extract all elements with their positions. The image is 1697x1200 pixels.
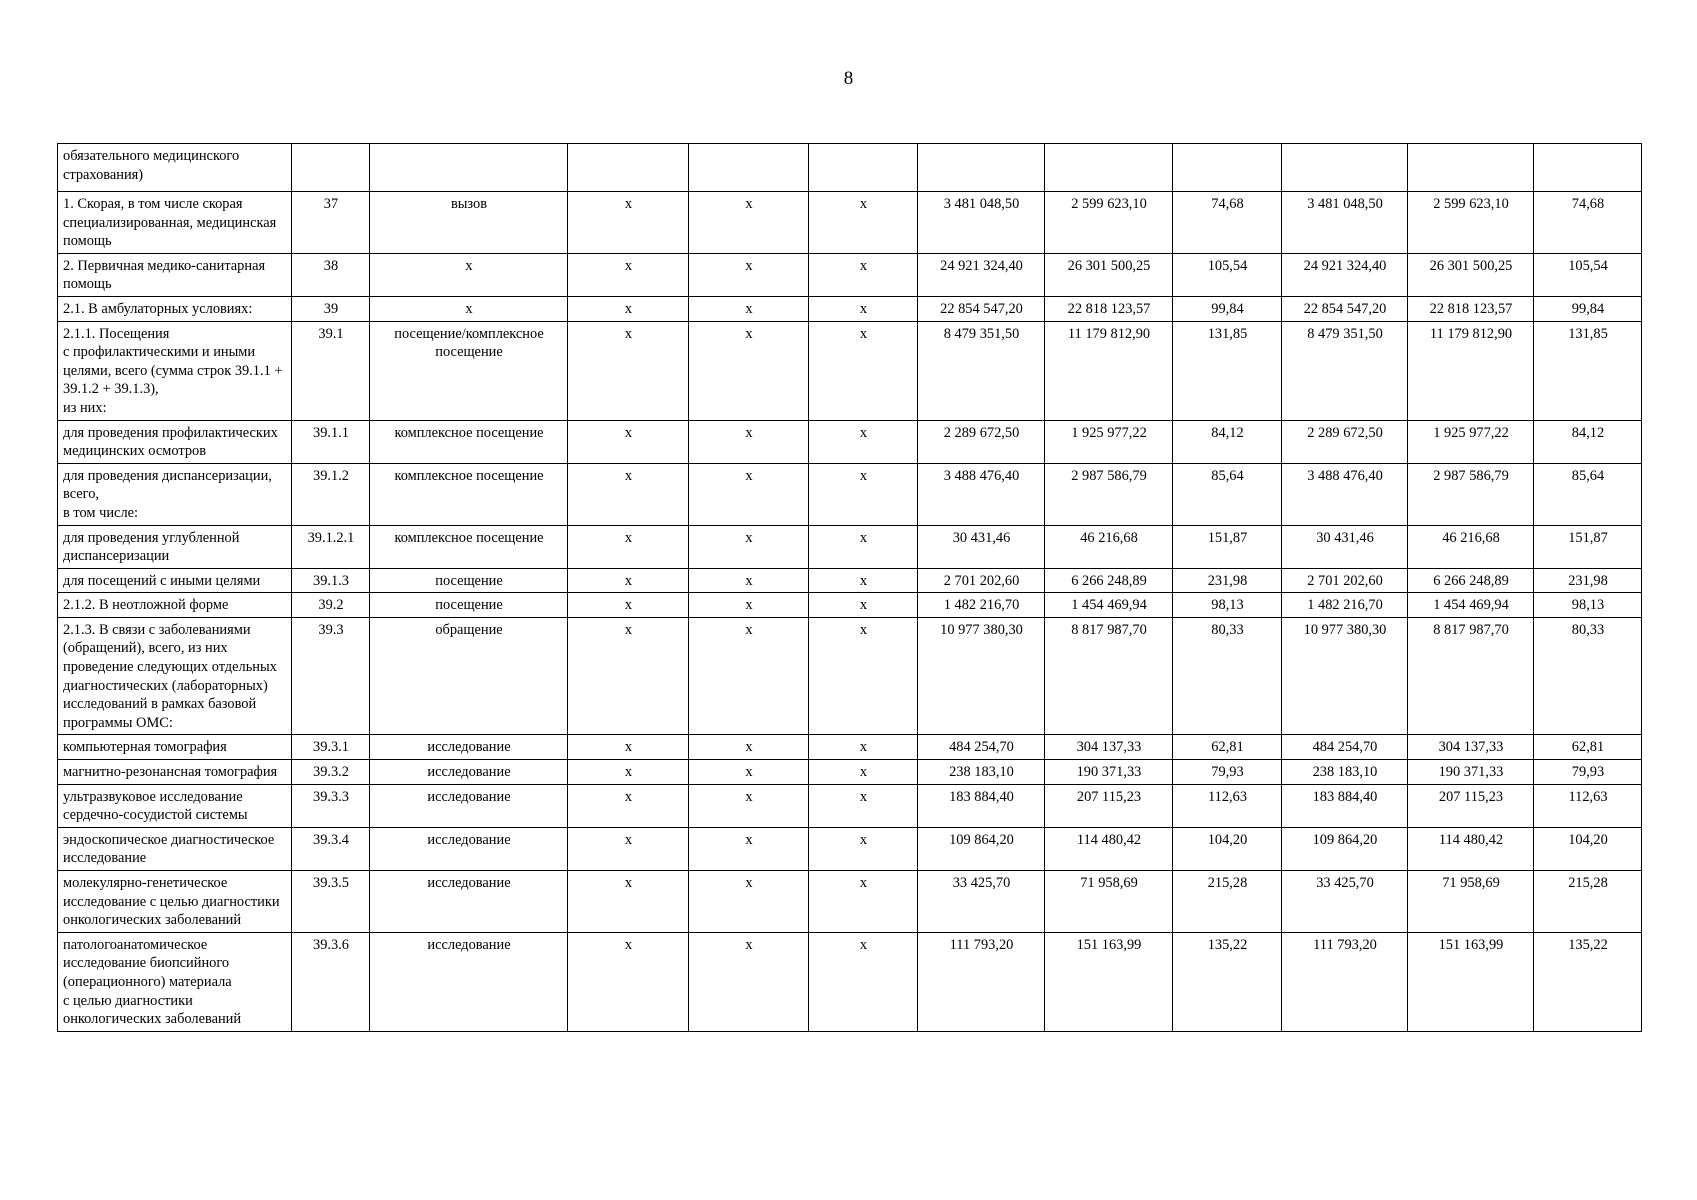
- cell-col-4: х: [568, 735, 689, 760]
- cell-col-12: 98,13: [1534, 593, 1642, 618]
- cell-col-5: х: [689, 871, 809, 933]
- cell-col-8: 22 818 123,57: [1045, 296, 1173, 321]
- cell-col-12: 84,12: [1534, 420, 1642, 463]
- table-row: [58, 871, 1642, 933]
- cell-col-4: х: [568, 932, 689, 1031]
- cell-col-9: 215,28: [1173, 871, 1282, 933]
- cell-col-6: х: [809, 871, 918, 933]
- cell-col-10: [1282, 144, 1408, 192]
- cell-col-5: х: [689, 760, 809, 785]
- cell-unit: комплексное посещение: [370, 463, 568, 525]
- cell-col-10: 3 481 048,50: [1282, 192, 1408, 254]
- cell-col-8: 1 925 977,22: [1045, 420, 1173, 463]
- cell-col-11: 26 301 500,25: [1408, 253, 1534, 296]
- cell-row-name: для проведения диспансеризации, всего, в том числе:: [58, 463, 292, 525]
- cell-row-code: 39.3.5: [292, 871, 370, 933]
- cell-col-11: 1 454 469,94: [1408, 593, 1534, 618]
- cell-row-name: 1. Скорая, в том числе скорая специализированная, медицинская помощь: [58, 192, 292, 254]
- cell-col-4: х: [568, 617, 689, 735]
- cell-col-9: 80,33: [1173, 617, 1282, 735]
- cell-col-11: 1 925 977,22: [1408, 420, 1534, 463]
- cell-unit: посещение/комплексное посещение: [370, 321, 568, 420]
- cell-col-12: 99,84: [1534, 296, 1642, 321]
- cell-col-11: 8 817 987,70: [1408, 617, 1534, 735]
- cell-col-7: 183 884,40: [918, 784, 1045, 827]
- cell-col-8: 6 266 248,89: [1045, 568, 1173, 593]
- cell-col-9: 79,93: [1173, 760, 1282, 785]
- cell-col-4: х: [568, 253, 689, 296]
- cell-col-11: [1408, 144, 1534, 192]
- cell-row-code: 39.3.1: [292, 735, 370, 760]
- cell-row-code: 37: [292, 192, 370, 254]
- cell-row-name: 2.1. В амбулаторных условиях:: [58, 296, 292, 321]
- cell-col-11: 46 216,68: [1408, 525, 1534, 568]
- cell-col-5: х: [689, 735, 809, 760]
- cell-col-6: х: [809, 784, 918, 827]
- cell-row-code: 39.2: [292, 593, 370, 618]
- cell-col-7: 33 425,70: [918, 871, 1045, 933]
- cell-col-5: х: [689, 525, 809, 568]
- cell-col-6: х: [809, 525, 918, 568]
- cell-col-4: х: [568, 525, 689, 568]
- cell-col-10: 109 864,20: [1282, 827, 1408, 870]
- cell-col-5: [689, 144, 809, 192]
- cell-col-10: 10 977 380,30: [1282, 617, 1408, 735]
- cell-col-10: 111 793,20: [1282, 932, 1408, 1031]
- cell-col-6: х: [809, 568, 918, 593]
- cell-col-12: 105,54: [1534, 253, 1642, 296]
- cell-col-7: 2 701 202,60: [918, 568, 1045, 593]
- cell-col-9: 151,87: [1173, 525, 1282, 568]
- cell-col-5: х: [689, 253, 809, 296]
- cell-col-7: [918, 144, 1045, 192]
- cell-row-name: 2.1.3. В связи с заболеваниями (обращений), всего, из них проведение следующих отдельных диагностических (лабораторных) исследований в рамках базовой программы ОМС:: [58, 617, 292, 735]
- cell-col-7: 111 793,20: [918, 932, 1045, 1031]
- page-number: 8: [843, 68, 854, 89]
- table-row: [58, 296, 1642, 321]
- table-row: [58, 253, 1642, 296]
- cell-col-8: 1 454 469,94: [1045, 593, 1173, 618]
- cell-col-9: 131,85: [1173, 321, 1282, 420]
- cell-col-12: 112,63: [1534, 784, 1642, 827]
- cell-col-9: 135,22: [1173, 932, 1282, 1031]
- cell-col-5: х: [689, 463, 809, 525]
- cell-col-10: 30 431,46: [1282, 525, 1408, 568]
- cell-col-8: 151 163,99: [1045, 932, 1173, 1031]
- cell-col-6: х: [809, 593, 918, 618]
- cell-col-12: 85,64: [1534, 463, 1642, 525]
- report-table: [57, 143, 1642, 1032]
- cell-col-6: х: [809, 253, 918, 296]
- cell-col-7: 3 488 476,40: [918, 463, 1045, 525]
- cell-col-9: 99,84: [1173, 296, 1282, 321]
- cell-row-code: 39.1.1: [292, 420, 370, 463]
- cell-unit: х: [370, 296, 568, 321]
- cell-col-10: 3 488 476,40: [1282, 463, 1408, 525]
- cell-row-name: 2.1.2. В неотложной форме: [58, 593, 292, 618]
- cell-col-8: [1045, 144, 1173, 192]
- cell-col-12: 62,81: [1534, 735, 1642, 760]
- table-body: [58, 144, 1642, 1032]
- cell-col-12: 79,93: [1534, 760, 1642, 785]
- cell-col-8: 2 599 623,10: [1045, 192, 1173, 254]
- cell-col-12: 131,85: [1534, 321, 1642, 420]
- cell-row-name: 2.1.1. Посещения с профилактическими и иными целями, всего (сумма строк 39.1.1 + 39.1.2 + 39.1.3), из них:: [58, 321, 292, 420]
- cell-col-9: 112,63: [1173, 784, 1282, 827]
- cell-col-8: 190 371,33: [1045, 760, 1173, 785]
- cell-col-6: х: [809, 463, 918, 525]
- cell-row-name: обязательного медицинского страхования): [58, 144, 292, 192]
- cell-col-12: 231,98: [1534, 568, 1642, 593]
- table-row: [58, 617, 1642, 735]
- cell-col-8: 207 115,23: [1045, 784, 1173, 827]
- cell-row-code: 39.1.3: [292, 568, 370, 593]
- cell-col-6: х: [809, 827, 918, 870]
- cell-col-7: 10 977 380,30: [918, 617, 1045, 735]
- cell-col-12: 151,87: [1534, 525, 1642, 568]
- cell-col-5: х: [689, 593, 809, 618]
- cell-col-4: х: [568, 593, 689, 618]
- cell-unit: комплексное посещение: [370, 525, 568, 568]
- cell-col-5: х: [689, 784, 809, 827]
- cell-col-11: 2 987 586,79: [1408, 463, 1534, 525]
- cell-col-4: х: [568, 568, 689, 593]
- cell-col-11: 190 371,33: [1408, 760, 1534, 785]
- cell-col-7: 484 254,70: [918, 735, 1045, 760]
- cell-col-10: 8 479 351,50: [1282, 321, 1408, 420]
- cell-unit: исследование: [370, 784, 568, 827]
- cell-row-name: молекулярно-генетическое исследование с целью диагностики онкологических заболеваний: [58, 871, 292, 933]
- cell-col-4: х: [568, 827, 689, 870]
- table-row: [58, 784, 1642, 827]
- cell-col-7: 3 481 048,50: [918, 192, 1045, 254]
- cell-col-9: 84,12: [1173, 420, 1282, 463]
- cell-col-7: 8 479 351,50: [918, 321, 1045, 420]
- cell-unit: исследование: [370, 932, 568, 1031]
- cell-row-name: для посещений с иными целями: [58, 568, 292, 593]
- cell-col-4: х: [568, 192, 689, 254]
- table-row: [58, 593, 1642, 618]
- cell-col-11: 151 163,99: [1408, 932, 1534, 1031]
- cell-col-9: [1173, 144, 1282, 192]
- cell-col-8: 71 958,69: [1045, 871, 1173, 933]
- cell-col-8: 46 216,68: [1045, 525, 1173, 568]
- cell-unit: вызов: [370, 192, 568, 254]
- cell-col-4: [568, 144, 689, 192]
- cell-col-4: х: [568, 871, 689, 933]
- cell-col-5: х: [689, 296, 809, 321]
- cell-col-6: [809, 144, 918, 192]
- cell-row-name: для проведения углубленной диспансеризации: [58, 525, 292, 568]
- cell-col-10: 484 254,70: [1282, 735, 1408, 760]
- table-row: [58, 420, 1642, 463]
- cell-col-6: х: [809, 420, 918, 463]
- cell-unit: посещение: [370, 593, 568, 618]
- cell-col-9: 231,98: [1173, 568, 1282, 593]
- table-row: [58, 827, 1642, 870]
- table-row: [58, 321, 1642, 420]
- cell-col-5: х: [689, 568, 809, 593]
- cell-unit: посещение: [370, 568, 568, 593]
- cell-col-12: 74,68: [1534, 192, 1642, 254]
- cell-row-name: эндоскопическое диагностическое исследование: [58, 827, 292, 870]
- cell-col-11: 22 818 123,57: [1408, 296, 1534, 321]
- cell-row-code: 39.3.2: [292, 760, 370, 785]
- cell-col-10: 24 921 324,40: [1282, 253, 1408, 296]
- cell-col-8: 8 817 987,70: [1045, 617, 1173, 735]
- cell-col-12: 80,33: [1534, 617, 1642, 735]
- cell-col-10: 183 884,40: [1282, 784, 1408, 827]
- cell-col-7: 238 183,10: [918, 760, 1045, 785]
- cell-col-9: 105,54: [1173, 253, 1282, 296]
- cell-col-5: х: [689, 192, 809, 254]
- cell-col-5: х: [689, 827, 809, 870]
- cell-col-12: 135,22: [1534, 932, 1642, 1031]
- cell-col-10: 238 183,10: [1282, 760, 1408, 785]
- cell-row-name: патологоанатомическое исследование биопсийного (операционного) материала с целью диагностики онкологических заболеваний: [58, 932, 292, 1031]
- cell-col-7: 30 431,46: [918, 525, 1045, 568]
- cell-row-code: 39.1.2.1: [292, 525, 370, 568]
- cell-unit: [370, 144, 568, 192]
- cell-col-12: 215,28: [1534, 871, 1642, 933]
- cell-col-5: х: [689, 932, 809, 1031]
- cell-col-12: 104,20: [1534, 827, 1642, 870]
- cell-col-5: х: [689, 321, 809, 420]
- cell-col-7: 1 482 216,70: [918, 593, 1045, 618]
- cell-row-code: 39.3: [292, 617, 370, 735]
- cell-col-7: 2 289 672,50: [918, 420, 1045, 463]
- cell-col-6: х: [809, 735, 918, 760]
- cell-row-name: для проведения профилактических медицинских осмотров: [58, 420, 292, 463]
- cell-col-9: 98,13: [1173, 593, 1282, 618]
- cell-col-4: х: [568, 321, 689, 420]
- cell-col-9: 85,64: [1173, 463, 1282, 525]
- cell-row-name: ультразвуковое исследование сердечно-сосудистой системы: [58, 784, 292, 827]
- cell-unit: исследование: [370, 871, 568, 933]
- cell-row-code: 38: [292, 253, 370, 296]
- cell-unit: обращение: [370, 617, 568, 735]
- cell-unit: исследование: [370, 735, 568, 760]
- cell-col-11: 207 115,23: [1408, 784, 1534, 827]
- cell-col-8: 2 987 586,79: [1045, 463, 1173, 525]
- cell-unit: исследование: [370, 827, 568, 870]
- cell-unit: комплексное посещение: [370, 420, 568, 463]
- cell-col-9: 62,81: [1173, 735, 1282, 760]
- cell-col-4: х: [568, 296, 689, 321]
- cell-col-6: х: [809, 760, 918, 785]
- cell-col-6: х: [809, 932, 918, 1031]
- cell-unit: х: [370, 253, 568, 296]
- cell-col-5: х: [689, 420, 809, 463]
- cell-col-4: х: [568, 463, 689, 525]
- cell-col-10: 2 289 672,50: [1282, 420, 1408, 463]
- cell-col-4: х: [568, 420, 689, 463]
- cell-col-11: 2 599 623,10: [1408, 192, 1534, 254]
- cell-row-name: 2. Первичная медико-санитарная помощь: [58, 253, 292, 296]
- cell-col-7: 22 854 547,20: [918, 296, 1045, 321]
- cell-col-10: 22 854 547,20: [1282, 296, 1408, 321]
- cell-row-code: 39.1: [292, 321, 370, 420]
- cell-col-11: 6 266 248,89: [1408, 568, 1534, 593]
- cell-row-name: магнитно-резонансная томография: [58, 760, 292, 785]
- cell-col-9: 74,68: [1173, 192, 1282, 254]
- cell-col-11: 304 137,33: [1408, 735, 1534, 760]
- cell-col-11: 11 179 812,90: [1408, 321, 1534, 420]
- cell-col-10: 2 701 202,60: [1282, 568, 1408, 593]
- table-row: [58, 760, 1642, 785]
- cell-row-code: 39.3.3: [292, 784, 370, 827]
- cell-col-8: 26 301 500,25: [1045, 253, 1173, 296]
- table-row: [58, 192, 1642, 254]
- table-row: [58, 144, 1642, 192]
- table-row: [58, 932, 1642, 1031]
- cell-col-6: х: [809, 617, 918, 735]
- cell-row-code: 39.3.4: [292, 827, 370, 870]
- cell-col-11: 71 958,69: [1408, 871, 1534, 933]
- cell-col-12: [1534, 144, 1642, 192]
- cell-col-7: 109 864,20: [918, 827, 1045, 870]
- cell-col-9: 104,20: [1173, 827, 1282, 870]
- cell-col-11: 114 480,42: [1408, 827, 1534, 870]
- cell-row-code: 39.1.2: [292, 463, 370, 525]
- cell-col-8: 304 137,33: [1045, 735, 1173, 760]
- cell-col-6: х: [809, 296, 918, 321]
- cell-row-code: 39.3.6: [292, 932, 370, 1031]
- table-row: [58, 463, 1642, 525]
- cell-col-7: 24 921 324,40: [918, 253, 1045, 296]
- table-row: [58, 568, 1642, 593]
- cell-col-4: х: [568, 784, 689, 827]
- cell-col-6: х: [809, 192, 918, 254]
- cell-col-10: 33 425,70: [1282, 871, 1408, 933]
- cell-row-code: [292, 144, 370, 192]
- cell-col-5: х: [689, 617, 809, 735]
- cell-col-10: 1 482 216,70: [1282, 593, 1408, 618]
- table-row: [58, 525, 1642, 568]
- cell-col-8: 11 179 812,90: [1045, 321, 1173, 420]
- cell-row-code: 39: [292, 296, 370, 321]
- cell-unit: исследование: [370, 760, 568, 785]
- cell-col-6: х: [809, 321, 918, 420]
- cell-row-name: компьютерная томография: [58, 735, 292, 760]
- cell-col-4: х: [568, 760, 689, 785]
- cell-col-8: 114 480,42: [1045, 827, 1173, 870]
- table-row: [58, 735, 1642, 760]
